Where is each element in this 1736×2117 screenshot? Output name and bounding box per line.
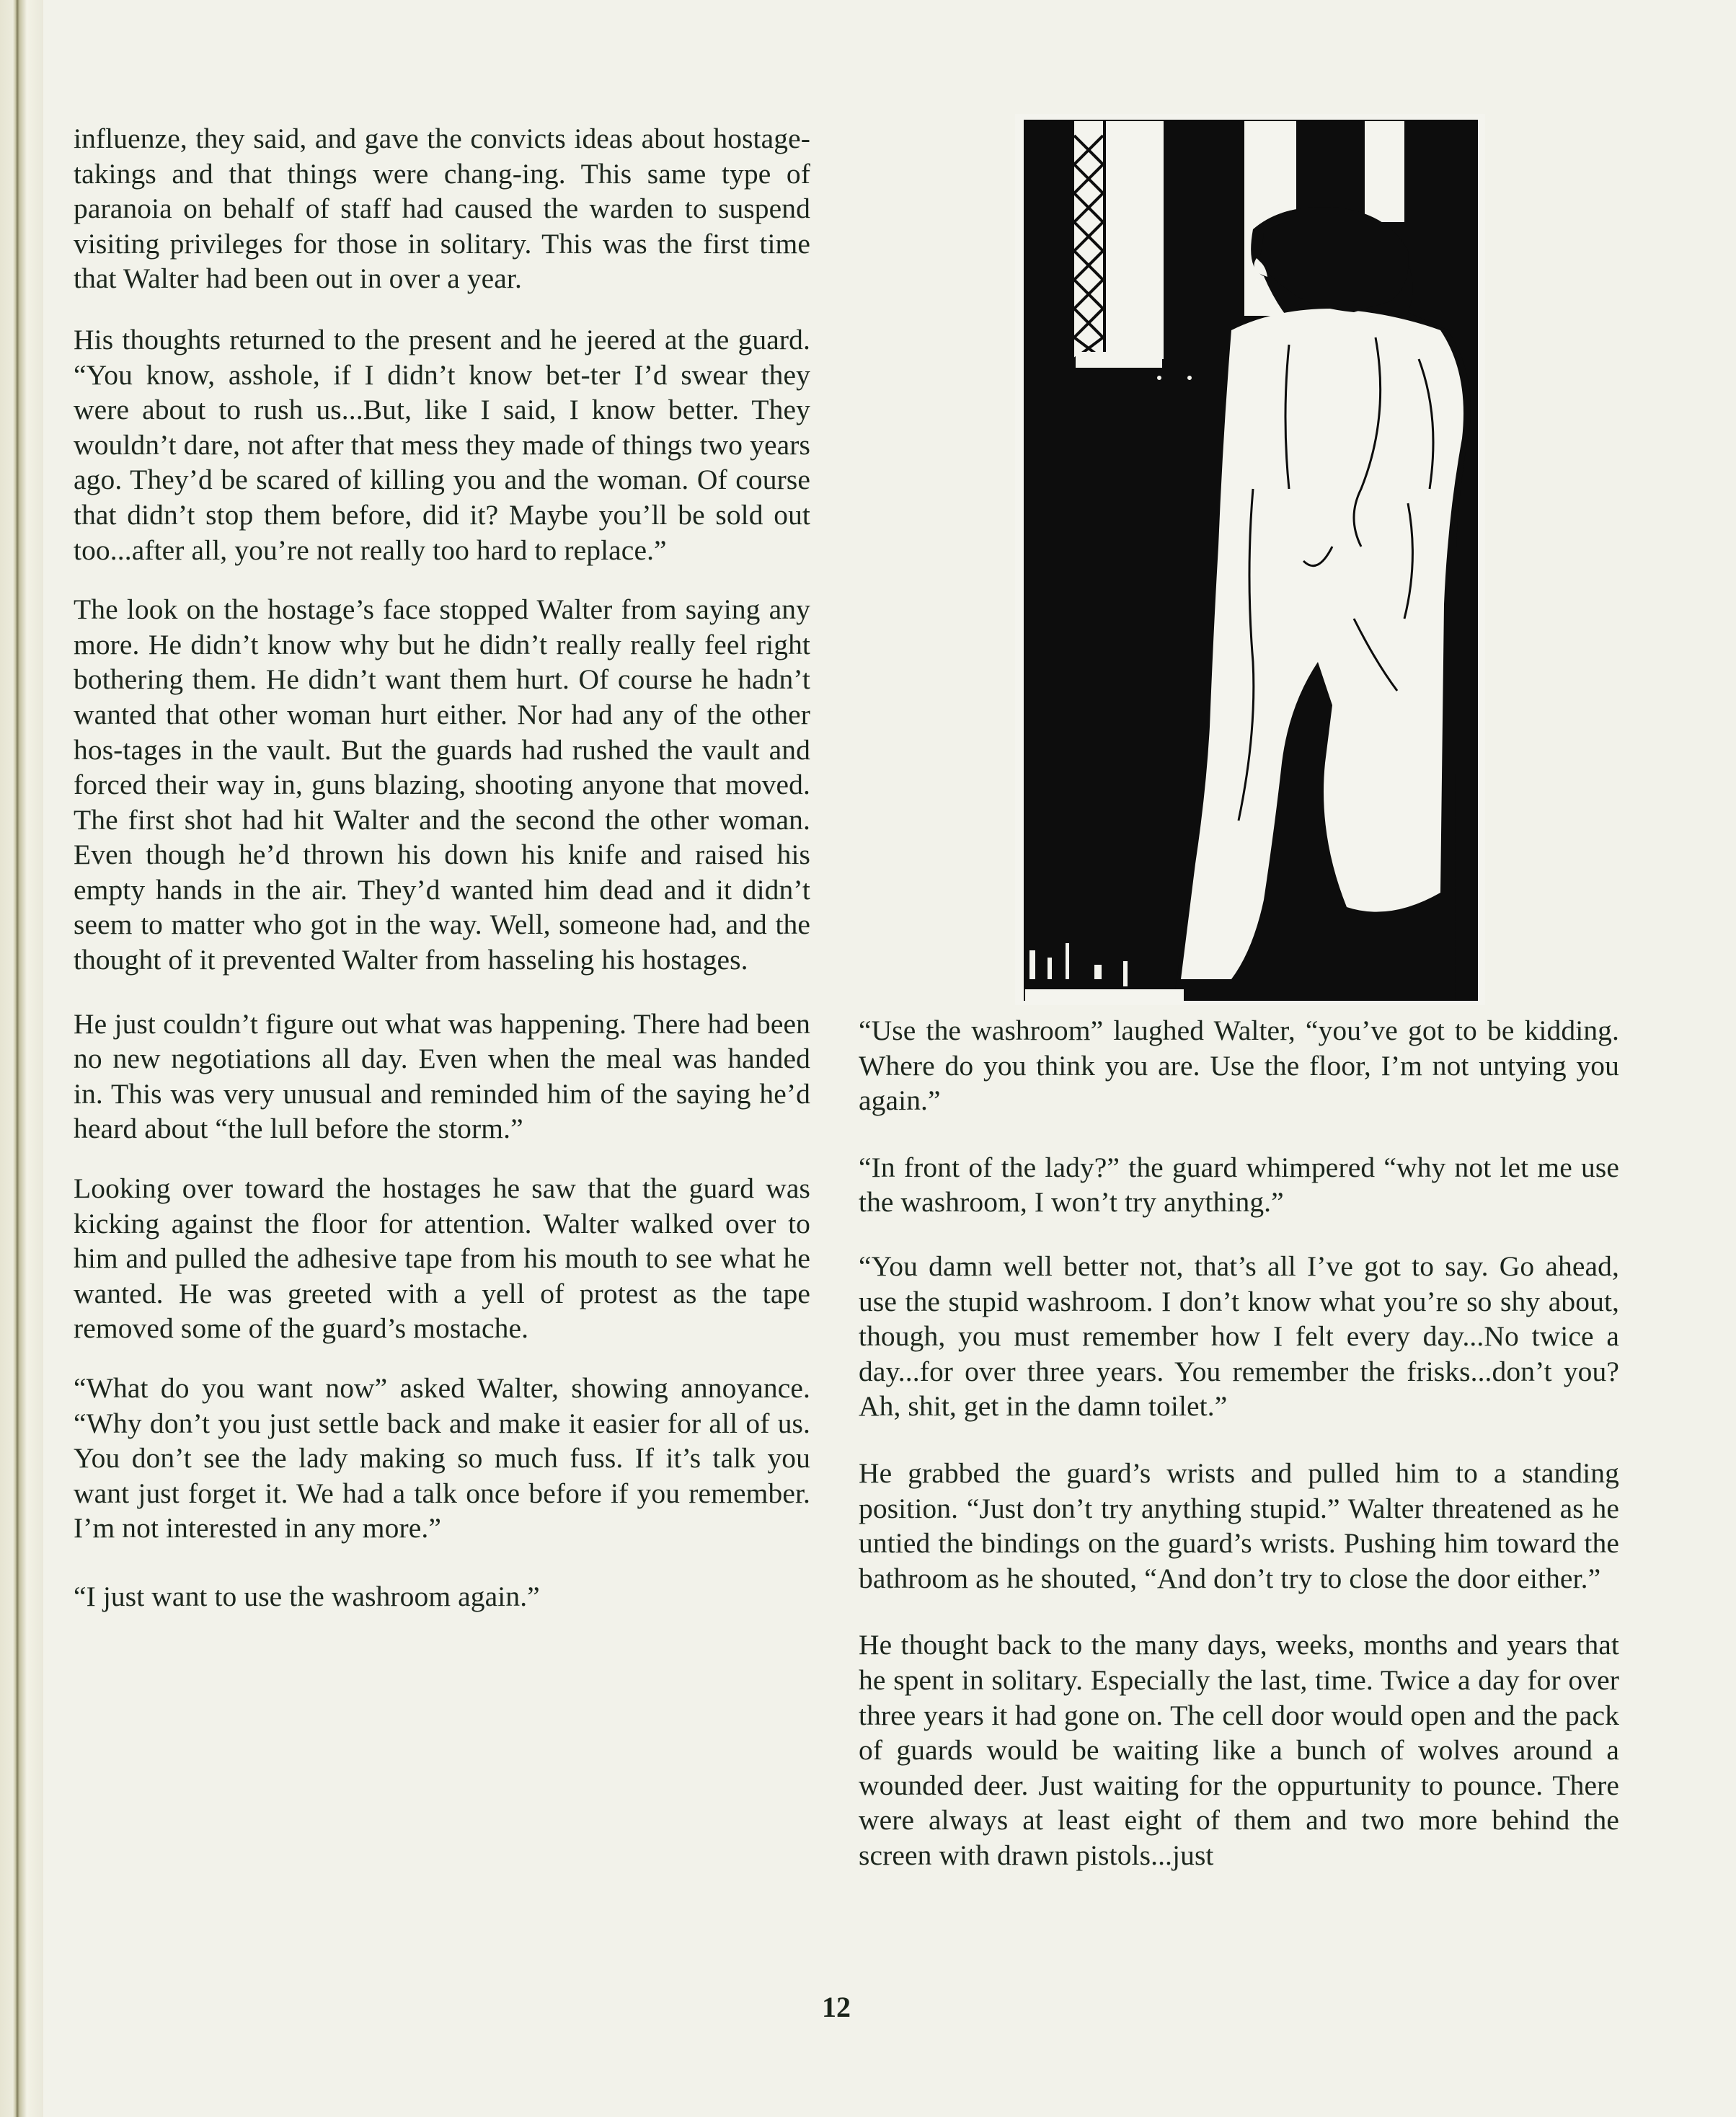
paragraph: The look on the hostage’s face stopped Walter from saying any more. He didn’t know why but he didn’t really really feel right bothering them. He didn’t want them hurt. Of course he hadn’t wanted that other woman hurt either. Nor had any of the other hos-tages in the vault. But the guards had rushed the vault and forced their way in, guns blazing, shooting anyone that moved. The first shot had hit Walter and the second the other woman. Even though he’d thrown his down his knife and raised his empty hands in the air. They’d wanted him dead and it didn’t seem to matter who got in the way. Well, someone had, and the thought of it prevented Walter from hasseling his hostages. bbox=[74, 593, 810, 976]
illustration-image bbox=[1015, 114, 1485, 1005]
paragraph: “I just want to use the washroom again.” bbox=[74, 1580, 540, 1612]
page-number: 12 bbox=[822, 1991, 851, 2023]
paragraph: “What do you want now” asked Walter, showing annoyance. “Why don’t you just settle back and make it easier for all of us. You don’t see the lady making so much fuss. If it’s talk you want just forget it. We had a talk once before if you remember. I’m not interested in any more.” bbox=[74, 1372, 810, 1544]
book-binding-edge bbox=[0, 0, 43, 2117]
paragraph: He thought back to the many days, weeks, months and years that he spent in solitary. Especially the last, time. Twice a day for over three years it had gone on. The cell door would open and the pack of guards would be waiting like a bunch of wolves around a wounded deer. Just waiting for the oppurtunity to pounce. There were always at least eight of them and two more behind the screen with drawn pistols...just bbox=[859, 1629, 1619, 1871]
left-column bbox=[74, 121, 810, 1639]
paragraph: “You damn well better not, that’s all I’ve got to say. Go ahead, use the stupid washroom. I don’t know what you’re so shy about, though, you must remember how I felt every day...No twice a day...for over three years. You remember the frisks...don’t you? Ah, shit, get in the damn toilet.” bbox=[859, 1250, 1619, 1423]
paragraph: He grabbed the guard’s wrists and pulled him to a standing position. “Just don’t try anything stupid.” Walter threatened as he untied the bindings on the guard’s wrists. Pushing him toward the bathroom as he shouted, “And don’t try to close the door either.” bbox=[859, 1457, 1619, 1594]
paragraph: His thoughts returned to the present and he jeered at the guard. “You know, asshole, if I didn’t know bet-ter I’d swear they were about to rush us...But, like I said, I know better. They wouldn’t dare, not after that mess they made of things two years ago. They’d be scared of killing you and the woman. Of course that didn’t stop them before, did it? Maybe you’ll be sold out too...after all, you’re not really too hard to replace.” bbox=[74, 323, 810, 566]
paragraph: influenze, they said, and gave the convicts ideas about hostage-takings and that things were chang-ing. This same type of paranoia on behalf of staff had caused the warden to suspend visiting privileges for those in solitary. This was the first time that Walter had been out in over a year. bbox=[74, 123, 810, 295]
paragraph: “Use the washroom” laughed Walter, “you’ve got to be kidding. Where do you think you are. Use the floor, I’m not untying you again.” bbox=[859, 1015, 1619, 1117]
paragraph: He just couldn’t figure out what was happening. There had been no new negotiations all day. Even when the meal was handed in. This was very unusual and reminded him of the saying he’d heard about “the lull before the storm.” bbox=[74, 1007, 810, 1145]
paragraph: Looking over toward the hostages he saw that the guard was kicking against the floor for attention. Walter walked over to him and pulled the adhesive tape from his mouth to see what he wanted. He was greeted with a yell of protest as the tape removed some of the guard’s mostache. bbox=[74, 1172, 810, 1345]
paragraph: “In front of the lady?” the guard whimpered “why not let me use the washroom, I won’t try anything.” bbox=[859, 1151, 1619, 1219]
right-column bbox=[859, 1013, 1619, 1897]
illustration-prisoner-at-cell-bars bbox=[1015, 114, 1485, 1005]
